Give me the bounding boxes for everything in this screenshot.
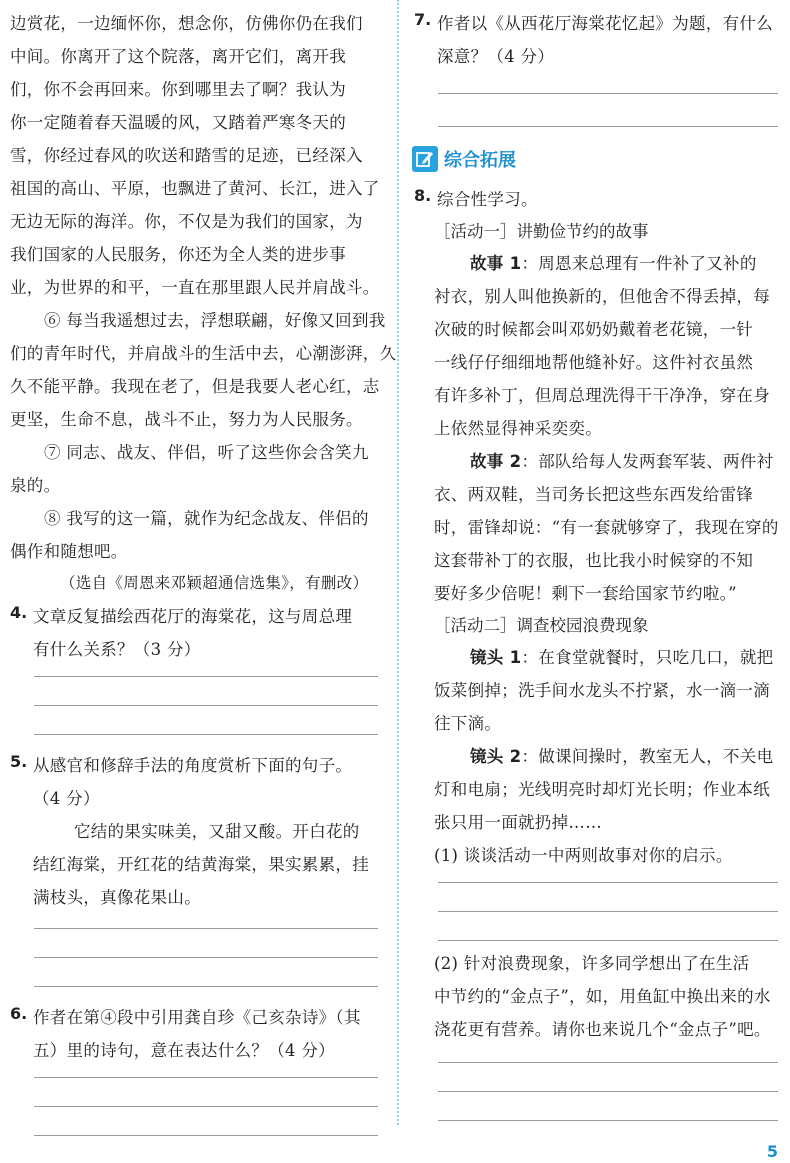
answer-line[interactable] xyxy=(34,957,378,958)
story-1-text: ：周恩来总理有一件补了又补的 xyxy=(521,254,757,273)
activity-2-heading: ［活动二］调查校园浪费现象 xyxy=(434,616,649,635)
passage-line: 祖国的高山、平原，也飘进了黄河、长江，进入了 xyxy=(10,179,380,198)
shot-2-label: 镜头 2 xyxy=(470,747,522,766)
answer-line[interactable] xyxy=(438,1062,778,1063)
answer-line[interactable] xyxy=(438,1091,778,1092)
question-4-text: 文章反复描绘西花厅的海棠花，这与周总理 xyxy=(33,607,353,626)
section-title: 综合拓展 xyxy=(444,150,516,171)
passage-line: 我们国家的人民服务，你还为全人类的进步事 xyxy=(10,245,346,264)
passage-line: 们的青年时代，并肩战斗的生活中去，心潮澎湃，久 xyxy=(10,344,397,363)
passage-source: （选自《周恩来邓颖超通信选集》，有删改） xyxy=(60,574,369,592)
shot-1-text: ：在食堂就餐时，只吃几口，就把 xyxy=(521,648,774,667)
sub-question-2: (2) 针对浪费现象，许多同学想出了在生活 xyxy=(434,954,750,973)
passage-line: ⑦ 同志、战友、伴侣，听了这些你会含笑九 xyxy=(44,443,369,462)
sub-question-1: (1) 谈谈活动一中两则故事对你的启示。 xyxy=(434,846,733,865)
shot-1-line: 往下滴。 xyxy=(434,714,502,733)
question-7-text: 作者以《从西花厅海棠花忆起》为题，有什么 xyxy=(437,14,773,33)
story-1-line: 衬衣，别人叫他换新的，但他舍不得丢掉，每 xyxy=(434,287,770,306)
passage-line: 你一定随着春天温暖的风，又踏着严寒冬天的 xyxy=(10,113,346,132)
passage-line: ⑥ 每当我遥想过去，浮想联翩，好像又回到我 xyxy=(44,311,386,330)
question-5-text: （4 分） xyxy=(33,789,100,808)
passage-line: 更坚，生命不息，战斗不止，努力为人民服务。 xyxy=(10,410,363,429)
question-5-quote: 满枝头，真像花果山。 xyxy=(33,888,201,907)
story-2-line xyxy=(470,448,773,472)
question-7-number: 7. xyxy=(414,10,432,29)
question-7-text: 深意？（4 分） xyxy=(437,47,555,66)
story-2-line: 这套带补丁的衣服，也比我小时候穿的不知 xyxy=(434,551,754,570)
shot-2-line: 张只用一面就扔掉…… xyxy=(434,813,602,832)
question-5-number: 5. xyxy=(10,752,28,771)
section-heading xyxy=(412,146,516,172)
question-6-text: 五）里的诗句，意在表达什么？（4 分） xyxy=(33,1041,335,1060)
question-5-quote: 结红海棠，开红花的结黄海棠，果实累累，挂 xyxy=(33,855,369,874)
passage-line: 偶作和随想吧。 xyxy=(10,542,128,561)
answer-line[interactable] xyxy=(34,1135,378,1136)
passage-line: 中间。你离开了这个院落，离开它们，离开我 xyxy=(10,47,346,66)
answer-line[interactable] xyxy=(34,676,378,677)
passage-line: 边赏花，一边缅怀你，想念你，仿佛你仍在我们 xyxy=(10,14,363,33)
passage-line: 雪，你经过春风的吹送和踏雪的足迹，已经深入 xyxy=(10,146,363,165)
sub-question-2: 浇花更有营养。请你也来说几个“金点子”吧。 xyxy=(434,1020,771,1039)
story-1-line: 次破的时候都会叫邓奶奶戴着老花镜，一针 xyxy=(434,320,754,339)
shot-2-line: 灯和电扇；光线明亮时却灯光长明；作业本纸 xyxy=(434,780,770,799)
passage-line: 久不能平静。我现在老了，但是我要人老心红，志 xyxy=(10,377,380,396)
answer-line[interactable] xyxy=(34,734,378,735)
shot-1-line xyxy=(470,644,773,668)
shot-2-line xyxy=(470,743,773,767)
story-2-text: ：部队给每人发两套军装、两件衬 xyxy=(521,452,774,471)
question-6-text: 作者在第④段中引用龚自珍《己亥杂诗》（其 xyxy=(33,1008,361,1027)
question-6-number: 6. xyxy=(10,1004,28,1023)
question-8-number: 8. xyxy=(414,186,432,205)
answer-line[interactable] xyxy=(438,882,778,883)
story-1-line xyxy=(470,250,757,274)
passage-line: 业，为世界的和平，一直在那里跟人民并肩战斗。 xyxy=(10,278,380,297)
column-divider xyxy=(397,0,399,1125)
question-4-number: 4. xyxy=(10,603,28,622)
shot-1-line: 饭菜倒掉；洗手间水龙头不拧紧，水一滴一滴 xyxy=(434,681,770,700)
question-5-quote: 它结的果实味美，又甜又酸。开白花的 xyxy=(74,822,360,841)
story-1-line: 上依然显得神采奕奕。 xyxy=(434,419,602,438)
shot-1-label: 镜头 1 xyxy=(470,648,522,667)
story-2-line: 时，雷锋却说：“有一套就够穿了，我现在穿的 xyxy=(434,518,779,537)
passage-line: 无边无际的海洋。你，不仅是为我们的国家，为 xyxy=(10,212,363,231)
story-2-line: 要好多少倍呢！剩下一套给国家节约啦。” xyxy=(434,584,737,603)
story-1-line: 有许多补丁，但周总理洗得干干净净，穿在身 xyxy=(434,386,770,405)
answer-line[interactable] xyxy=(34,986,378,987)
answer-line[interactable] xyxy=(438,126,778,127)
story-1-label: 故事 1 xyxy=(470,254,522,273)
answer-line[interactable] xyxy=(438,93,778,94)
question-5-text: 从感官和修辞手法的角度赏析下面的句子。 xyxy=(33,756,353,775)
answer-line[interactable] xyxy=(438,940,778,941)
story-2-label: 故事 2 xyxy=(470,452,522,471)
passage-line: 们，你不会再回来。你到哪里去了啊？我认为 xyxy=(10,80,346,99)
page-number: 5 xyxy=(766,1142,778,1161)
story-1-line: 一线仔仔细细地帮他缝补好。这件衬衣虽然 xyxy=(434,353,754,372)
answer-line[interactable] xyxy=(34,928,378,929)
sub-question-2: 中节约的“金点子”，如，用鱼缸中换出来的水 xyxy=(434,987,771,1006)
question-8-intro: 综合性学习。 xyxy=(437,190,538,209)
answer-line[interactable] xyxy=(34,1077,378,1078)
story-2-line: 衣、两双鞋，当司务长把这些东西发给雷锋 xyxy=(434,485,754,504)
answer-line[interactable] xyxy=(34,1106,378,1107)
passage-line: 泉的。 xyxy=(10,476,61,495)
activity-1-heading: ［活动一］讲勤俭节约的故事 xyxy=(434,222,649,241)
pencil-note-icon xyxy=(412,146,438,172)
passage-line: ⑧ 我写的这一篇，就作为纪念战友、伴侣的 xyxy=(44,509,369,528)
answer-line[interactable] xyxy=(438,911,778,912)
answer-line[interactable] xyxy=(438,1120,778,1121)
question-4-text: 有什么关系？（3 分） xyxy=(33,640,201,659)
shot-2-text: ：做课间操时，教室无人，不关电 xyxy=(521,747,774,766)
answer-line[interactable] xyxy=(34,705,378,706)
